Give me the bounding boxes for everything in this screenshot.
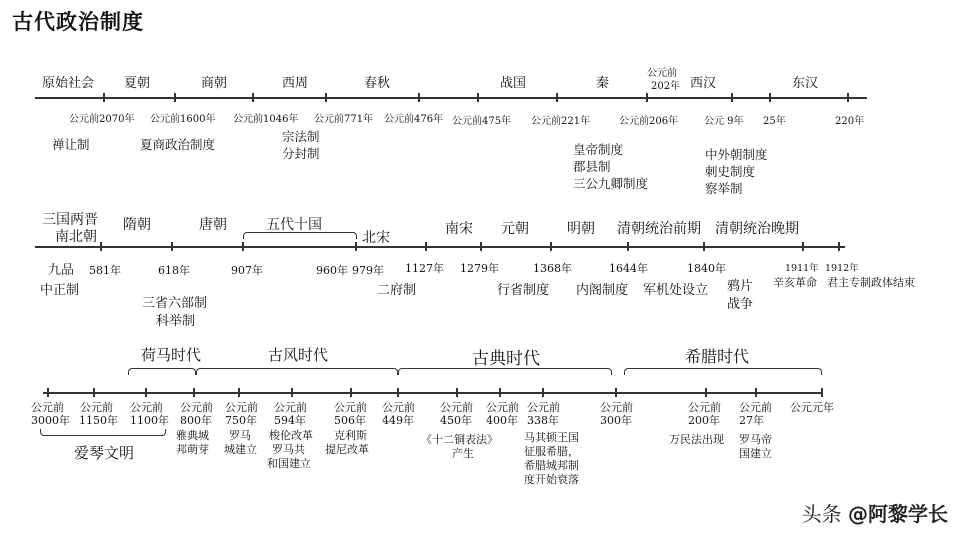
date-label: 公元前475年 [452,116,512,127]
tick [731,93,733,102]
date-label: 1368年 [533,262,572,275]
institution-fenfeng: 分封制 [282,146,320,161]
event-diguo: 国建立 [739,447,772,460]
date-label: 公元前2070年 [69,114,135,125]
institution-jiupin: 九品 [48,263,75,278]
tick [93,388,95,397]
era-label: 西汉 [690,76,717,91]
event-suolun: 和国建立 [267,457,311,470]
date-label: 1150年 [79,414,118,427]
watermark-prefix: 头条 [801,502,848,526]
event-diguo: 罗马帝 [739,433,772,446]
event-maqidun: 希腊城邦制 [524,459,579,472]
date-label: 1912年 [825,263,859,274]
tick [47,388,49,397]
tick [802,242,804,251]
tick [480,242,482,251]
event-yadian: 邦萌芽 [176,443,209,456]
date-label: 公元前771年 [314,114,374,125]
event-kelisi: 克利斯 [334,429,367,442]
date-label: 450年 [440,414,472,427]
tick [397,388,399,397]
date-label: 907年 [231,264,263,277]
tick [705,388,707,397]
era-label: 五代十国 [266,217,322,233]
date-label: 979年 [352,264,384,277]
tick [755,388,757,397]
tick [291,388,293,397]
tick [646,93,648,102]
event-xinhai: 辛亥革命 [773,276,817,289]
qin-top-date: 公元前 [647,68,677,79]
tick [499,388,501,397]
date-label: 公元前206年 [619,116,679,127]
tick [456,388,458,397]
date-label: 公元前 [527,401,560,414]
era-aiqin: 爱琴文明 [74,444,135,462]
watermark-handle: @阿黎学长 [848,502,948,526]
tick [242,242,244,251]
homer-bracket [128,368,196,375]
hellenistic-bracket [624,368,822,375]
qin-top-date: 202年 [651,81,681,92]
date-label: 3000年 [31,414,70,427]
date-label: 1279年 [460,262,499,275]
era-label: 西周 [282,76,309,91]
institution-huangdi: 皇帝制度 [573,142,624,157]
event-maqidun: 征服希腊， [524,445,579,458]
tick [100,242,102,251]
event-maqidun: 度开始衰落 [524,473,579,486]
institution-zhongwaichao: 中外朝制度 [705,147,768,162]
era-label: 南宋 [445,221,473,237]
era-label: 希腊时代 [685,347,750,366]
tick [556,93,558,102]
date-label: 1100年 [130,414,169,427]
institution-zhongzheng: 中正制 [40,283,80,298]
institution-erfu: 二府制 [377,283,417,298]
date-label: 449年 [382,414,414,427]
tick [821,388,823,397]
date-label: 960年 [316,264,348,277]
tick [769,93,771,102]
timeline-axis-2 [35,246,845,248]
date-label: 公元前 [80,401,113,414]
institution-junxian: 郡县制 [573,159,611,174]
date-label: 公元前 [130,401,163,414]
date-label: 300年 [600,414,632,427]
aiqin-bracket [40,429,166,436]
event-shierbiao: 产生 [452,447,474,460]
event-luomacheng: 罗马 [229,429,251,442]
tick [542,388,544,397]
event-suolun: 梭伦改革 [269,429,313,442]
tick [847,93,849,102]
date-label: 公元前 [31,401,64,414]
era-label: 元朝 [501,221,529,237]
tick [193,388,195,397]
date-label: 公元前 [440,401,473,414]
event-luomacheng: 城建立 [224,443,257,456]
date-label: 公元前 [180,401,213,414]
watermark [802,498,948,527]
institution-junjichu: 军机处设立 [643,283,709,298]
institution-xiashang: 夏商政治制度 [140,137,216,152]
era-label: 东汉 [792,76,819,91]
tick [425,242,427,251]
event-shierbiao: 《十二铜表法》 [421,433,498,446]
tick [418,93,420,102]
date-label: 公元元年 [790,401,834,414]
date-label: 1911年 [785,263,819,274]
tick [103,93,105,102]
date-label: 1644年 [609,262,648,275]
date-label: 338年 [527,414,559,427]
date-label: 400年 [486,414,518,427]
tick [325,93,327,102]
tick [355,242,357,251]
institution-xingsheng: 行省制度 [497,283,550,298]
date-label: 1127年 [405,262,444,275]
date-label: 公元前 [600,401,633,414]
tick [252,93,254,102]
date-label: 200年 [688,414,720,427]
date-label: 公元前 [225,401,258,414]
date-label: 27年 [739,414,764,427]
date-label: 公元前 [688,401,721,414]
era-label: 清朝统治前期 [617,221,701,237]
tick [171,242,173,251]
event-yadian: 雅典城 [176,429,209,442]
date-label: 800年 [180,414,212,427]
date-label: 594年 [274,414,306,427]
event-yapian: 鸦片 [727,279,754,294]
date-label: 公元前 [334,401,367,414]
date-label: 581年 [89,264,121,277]
era-label: 古典时代 [472,349,540,369]
tick [350,388,352,397]
era-label: 夏朝 [124,76,151,91]
tick [477,93,479,102]
era-label: 清朝统治晚期 [715,221,799,237]
classical-bracket [398,368,612,375]
era-label: 战国 [500,76,527,91]
date-label: 公元前 [382,401,415,414]
date-label: 25年 [763,116,786,127]
archaic-bracket [196,368,398,375]
era-label: 南北朝 [55,229,97,245]
tick [145,388,147,397]
era-label: 荷马时代 [141,346,202,364]
era-label: 秦 [596,76,610,91]
institution-keju: 科举制 [156,314,196,329]
institution-chaju: 察举制 [705,181,743,196]
institution-cishi: 刺史制度 [705,164,756,179]
era-label: 三国两晋 [42,212,98,228]
page-title: 古代政治制度 [12,9,144,34]
era-label: 隋朝 [123,217,151,233]
tick [615,388,617,397]
date-label: 220年 [835,116,865,127]
tick [174,93,176,102]
institution-neige: 内阁制度 [576,283,629,298]
date-label: 公元前 [739,401,772,414]
date-label: 公元前 [486,401,519,414]
institution-sangong: 三公九卿制度 [573,176,649,191]
event-wanmin: 万民法出现 [669,433,724,446]
event-maqidun: 马其顿王国 [524,431,579,444]
date-label: 公元前1600年 [150,114,216,125]
timeline-axis-1 [35,97,867,99]
event-zhanzheng: 战争 [727,297,754,312]
tick [627,242,629,251]
tick [703,242,705,251]
event-suolun: 罗马共 [272,443,305,456]
event-junzhu-end: 君主专制政体结束 [827,276,915,289]
institution-sansheng: 三省六部制 [142,296,208,311]
tick [838,242,840,251]
date-label: 公元前 [274,401,307,414]
institution-shanrang: 禅让制 [52,137,90,152]
era-label: 古风时代 [268,346,329,364]
date-label: 506年 [334,414,366,427]
era-label: 唐朝 [199,217,227,233]
date-label: 1840年 [687,262,726,275]
date-label: 公元前221年 [531,116,591,127]
date-label: 公元前1046年 [233,114,299,125]
era-label: 春秋 [364,76,391,91]
event-kelisi: 提尼改革 [325,443,369,456]
era-label: 商朝 [201,76,228,91]
era-label: 北宋 [362,230,390,246]
era-label: 明朝 [567,221,595,237]
date-label: 公元前476年 [384,114,444,125]
tick [550,242,552,251]
era-label: 原始社会 [42,76,95,91]
date-label: 公元 9年 [704,116,744,127]
institution-zongfa: 宗法制 [282,129,320,144]
tick [238,388,240,397]
date-label: 618年 [158,264,190,277]
date-label: 750年 [225,414,257,427]
